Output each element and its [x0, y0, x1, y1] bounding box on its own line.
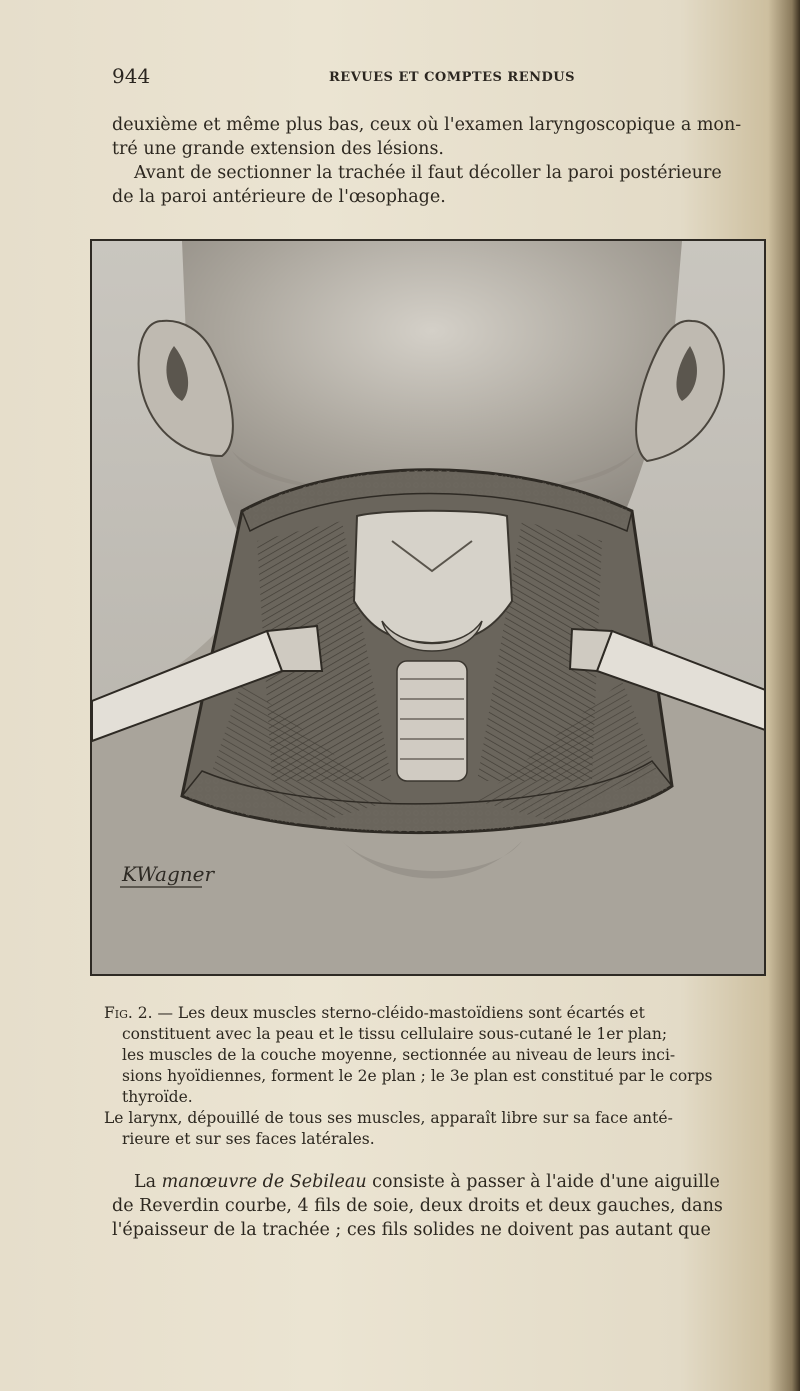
caption-label: Fig. 2. — [104, 1004, 153, 1022]
paragraph-intro — [112, 113, 752, 209]
caption-line: rieure et sur ses faces latérales. — [122, 1130, 375, 1148]
italic-term: manœuvre de Sebileau — [161, 1172, 367, 1192]
figure-caption — [104, 1003, 750, 1150]
text-line: La manœuvre de Sebileau consiste à passer à l'aide d'une aiguille — [134, 1172, 720, 1192]
page-number: 944 — [112, 64, 151, 88]
text-line: de la paroi antérieure de l'œsophage. — [112, 187, 446, 207]
caption-line: thyroïde. — [122, 1088, 193, 1106]
text-line: Avant de sectionner la trachée il faut décoller la paroi postérieure — [134, 163, 722, 183]
neck-dissection-drawing — [92, 241, 766, 976]
anatomical-illustration — [90, 239, 766, 976]
thyroid-cartilage — [354, 511, 512, 643]
text-line: de Reverdin courbe, 4 fils de soie, deux droits et deux gauches, dans — [112, 1196, 723, 1216]
caption-line: les muscles de la couche moyenne, sectionnée au niveau de leurs inci- — [122, 1046, 676, 1064]
text-line: l'épaisseur de la trachée ; ces fils solides ne doivent pas autant que — [112, 1220, 711, 1240]
artist-signature: KWagner — [122, 862, 215, 886]
caption-line: sions hyoïdiennes, forment le 2e plan ; le 3e plan est constitué par le corps — [122, 1067, 713, 1085]
page-header — [112, 64, 752, 90]
caption-line: Le larynx, dépouillé de tous ses muscles, apparaît libre sur sa face anté- — [104, 1109, 673, 1127]
caption-line: constituent avec la peau et le tissu cellulaire sous-cutané le 1er plan; — [122, 1025, 668, 1043]
text-line: deuxième et même plus bas, ceux où l'examen laryngoscopique a mon- — [112, 115, 742, 135]
caption-line: Fig. 2. — Les deux muscles sterno-cléido-mastoïdiens sont écartés et — [104, 1004, 645, 1022]
paragraph-sebileau — [112, 1170, 752, 1242]
text-line: tré une grande extension des lésions. — [112, 139, 444, 159]
running-head: REVUES ET COMPTES RENDUS — [329, 70, 575, 85]
